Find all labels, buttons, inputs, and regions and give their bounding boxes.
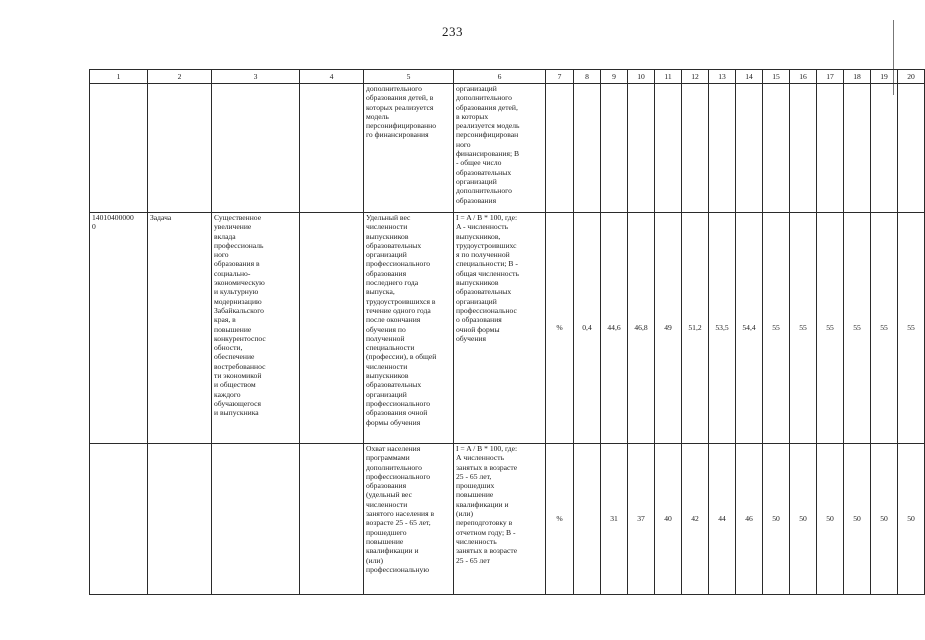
- column-number: 17: [817, 70, 844, 84]
- table-row: [90, 84, 925, 213]
- column-number: 5: [364, 70, 454, 84]
- column-number: 3: [212, 70, 300, 84]
- value-cell: 46: [736, 444, 763, 595]
- row-col4: [300, 84, 364, 213]
- value-cell: [709, 84, 736, 213]
- value-cell: 51,2: [682, 213, 709, 444]
- value-cell: 55: [844, 213, 871, 444]
- indicator-table: [89, 69, 925, 595]
- value-cell: 55: [790, 213, 817, 444]
- column-number: 4: [300, 70, 364, 84]
- value-cell: 50: [844, 444, 871, 595]
- column-number: 15: [763, 70, 790, 84]
- value-cell: 54,4: [736, 213, 763, 444]
- column-number: 11: [655, 70, 682, 84]
- indicator-name: дополнительного образования детей, в которых реализуется модель персонифицированно го финансирования: [364, 84, 454, 213]
- value-cell: 50: [898, 444, 925, 595]
- value-cell: [655, 84, 682, 213]
- value-cell: 50: [763, 444, 790, 595]
- value-cell: [628, 84, 655, 213]
- unit: %: [546, 213, 574, 444]
- column-number: 6: [454, 70, 546, 84]
- value-cell: [682, 84, 709, 213]
- column-number: 20: [898, 70, 925, 84]
- column-number-row: [90, 70, 925, 84]
- table-row: [90, 213, 925, 444]
- calculation-method: I = A / B * 100, где: А численность занятых в возрасте 25 - 65 лет, прошедших повышение квалификации и (или) переподготовку в отчетном году; В - численность занятых в возрасте 25 - 65 лет: [454, 444, 546, 595]
- column-number: 9: [601, 70, 628, 84]
- value-cell: [574, 84, 601, 213]
- column-number: 1: [90, 70, 148, 84]
- row-name: [212, 444, 300, 595]
- column-number: 18: [844, 70, 871, 84]
- page-number: 233: [442, 24, 463, 39]
- value-cell: 55: [763, 213, 790, 444]
- value-cell: 46,8: [628, 213, 655, 444]
- column-number: 8: [574, 70, 601, 84]
- row-code: [90, 444, 148, 595]
- row-col4: [300, 213, 364, 444]
- value-cell: 50: [790, 444, 817, 595]
- value-cell: 55: [898, 213, 925, 444]
- row-type: [148, 84, 212, 213]
- column-number: 14: [736, 70, 763, 84]
- unit: %: [546, 444, 574, 595]
- value-cell: 49: [655, 213, 682, 444]
- row-code: 14010400000 0: [90, 213, 148, 444]
- row-type: [148, 444, 212, 595]
- value-cell: 44: [709, 444, 736, 595]
- table-row: [90, 444, 925, 595]
- row-name: [212, 84, 300, 213]
- column-number: 16: [790, 70, 817, 84]
- indicator-name: Охват населения программами дополнительного профессионального образования (удельный вес численности занятого населения в возрасте 25 - 65 лет, прошедшего повышение квалификации и (или) профессиональную: [364, 444, 454, 595]
- unit: [546, 84, 574, 213]
- value-cell: 53,5: [709, 213, 736, 444]
- calculation-method: организаций дополнительного образования детей, в которых реализуется модель персонифицирован ного финансирования; В - общее число образовательных организаций дополнительного образования: [454, 84, 546, 213]
- value-cell: 31: [601, 444, 628, 595]
- row-col4: [300, 444, 364, 595]
- value-cell: [574, 444, 601, 595]
- value-cell: [817, 84, 844, 213]
- row-type: Задача: [148, 213, 212, 444]
- row-name: Существенное увеличение вклада профессиональ ного образования в социально- экономическую и культурную модернизацию Забайкальского края, в повышение конкурентоспос обности, обеспечение востребованнос ти экономикой и обществом каждого обучающегося и выпускника: [212, 213, 300, 444]
- value-cell: 42: [682, 444, 709, 595]
- calculation-method: I = A / B * 100, где: A - численность выпускников, трудоустроившихс я по полученной специальности; В - общая численность выпускников образовательных организаций профессиональнос о образования очной формы обучения: [454, 213, 546, 444]
- value-cell: [898, 84, 925, 213]
- value-cell: [871, 84, 898, 213]
- column-number: 7: [546, 70, 574, 84]
- column-number: 12: [682, 70, 709, 84]
- column-number: 10: [628, 70, 655, 84]
- value-cell: 40: [655, 444, 682, 595]
- column-number: 2: [148, 70, 212, 84]
- value-cell: 55: [871, 213, 898, 444]
- value-cell: 55: [817, 213, 844, 444]
- value-cell: 50: [871, 444, 898, 595]
- value-cell: [844, 84, 871, 213]
- value-cell: [790, 84, 817, 213]
- value-cell: [736, 84, 763, 213]
- indicator-name: Удельный вес численности выпускников образовательных организаций профессионального образования последнего года выпуска, трудоустроившихся в течение одного года после окончания обучения по полученной специальности (профессии), в общей численности выпускников образовательных организаций профессионального образования очной формы обучения: [364, 213, 454, 444]
- value-cell: [601, 84, 628, 213]
- value-cell: [763, 84, 790, 213]
- value-cell: 50: [817, 444, 844, 595]
- value-cell: 37: [628, 444, 655, 595]
- value-cell: 0,4: [574, 213, 601, 444]
- row-code: [90, 84, 148, 213]
- column-number: 13: [709, 70, 736, 84]
- value-cell: 44,6: [601, 213, 628, 444]
- column-number: 19: [871, 70, 898, 84]
